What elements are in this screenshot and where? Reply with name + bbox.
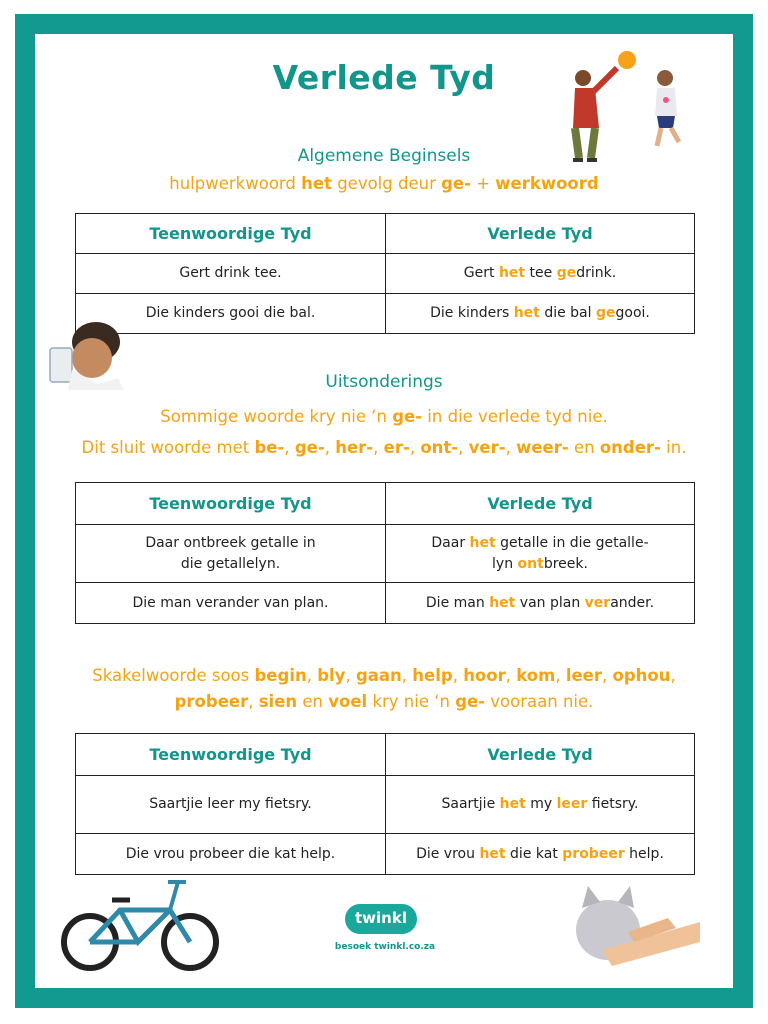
text-fragment: , (324, 438, 336, 457)
table-header-past: Verlede Tyd (386, 734, 695, 776)
text-fragment: , (670, 666, 676, 685)
children-playing-ball-illustration (565, 48, 700, 173)
twinkl-logo: twinkl (345, 904, 417, 934)
exceptions-line-1 (0, 407, 768, 426)
text-fragment: en (297, 692, 329, 711)
highlighted-fragment: het (469, 534, 496, 551)
section-heading-exceptions: Uitsonderings (325, 372, 443, 392)
text-fragment: die bal (539, 305, 596, 321)
present-cell (76, 254, 386, 294)
table-row (76, 254, 695, 294)
past-cell (386, 254, 695, 294)
highlighted-fragment: leer (556, 796, 588, 812)
table-header-present: Teenwoordige Tyd (76, 483, 386, 525)
bold-keyword: ge- (455, 692, 486, 711)
text-fragment: , (555, 666, 566, 685)
bold-keyword: ver- (468, 438, 506, 457)
bold-keyword: er- (383, 438, 410, 457)
text-fragment: , (505, 666, 517, 685)
text-fragment: Gert drink tee. (179, 265, 282, 281)
text-fragment: Die man (425, 594, 490, 611)
bold-keyword: onder- (599, 438, 661, 457)
bold-keyword: ge- (441, 174, 471, 193)
website-link[interactable]: besoek twinkl.co.za (334, 942, 436, 952)
table-header-past: Verlede Tyd (386, 483, 695, 525)
bold-keyword: leer (565, 666, 602, 685)
bold-keyword: voel (328, 692, 368, 711)
highlighted-fragment: ver (584, 594, 611, 611)
table-row (76, 834, 695, 875)
bold-keyword: bly (317, 666, 346, 685)
past-cell (386, 776, 695, 834)
highlighted-fragment: ont (517, 555, 544, 572)
text-fragment: , (505, 438, 517, 457)
bold-keyword: werkwoord (495, 174, 599, 193)
text-fragment: lyn (492, 555, 518, 572)
bold-keyword: ophou (612, 666, 671, 685)
text-fragment: drink. (576, 265, 617, 281)
formula-line (0, 174, 768, 193)
table-row (76, 294, 695, 334)
bold-keyword: sien (258, 692, 298, 711)
linking-words-line-2 (0, 692, 768, 711)
text-fragment: Die man verander van plan. (132, 594, 329, 611)
text-fragment: die kat (505, 845, 563, 862)
text-fragment: , (306, 666, 318, 685)
text-fragment: , (409, 438, 421, 457)
bold-keyword: hoor (463, 666, 506, 685)
bold-keyword: ont- (420, 438, 459, 457)
bold-keyword: weer- (516, 438, 569, 457)
text-fragment: , (248, 692, 259, 711)
text-fragment: getalle in die getalle- (495, 534, 649, 551)
text-fragment: + (470, 174, 496, 193)
highlighted-fragment: het (499, 796, 526, 812)
past-cell (386, 834, 695, 875)
present-cell (76, 583, 386, 624)
text-fragment: Dit sluit woorde met (81, 438, 255, 457)
text-fragment: gooi. (615, 305, 650, 321)
text-fragment: in die verlede tyd nie. (422, 407, 608, 426)
exceptions-line-2 (0, 438, 768, 457)
bold-keyword: her- (335, 438, 374, 457)
text-fragment: tee (525, 265, 557, 281)
table-general (75, 213, 695, 334)
text-fragment: , (602, 666, 613, 685)
text-fragment: gevolg deur (331, 174, 442, 193)
highlighted-fragment: ge (556, 265, 577, 281)
text-fragment: fietsry. (587, 796, 639, 812)
past-cell (386, 525, 695, 583)
text-fragment: Die vrou probeer die kat help. (125, 845, 336, 862)
cat-and-hand-illustration (572, 878, 702, 972)
text-fragment: , (284, 438, 295, 457)
present-cell (76, 525, 386, 583)
highlighted-fragment: probeer (562, 845, 625, 862)
highlighted-fragment: ge (595, 305, 616, 321)
text-fragment: Gert (463, 265, 499, 281)
table-header-present: Teenwoordige Tyd (76, 214, 386, 254)
text-fragment: Die vrou (416, 845, 480, 862)
table-header-present: Teenwoordige Tyd (76, 734, 386, 776)
text-fragment: Die kinders (430, 305, 514, 321)
text-fragment: Saartjie (441, 796, 500, 812)
text-fragment: van plan (515, 594, 585, 611)
bold-keyword: begin (254, 666, 307, 685)
linking-words-line-1 (0, 666, 768, 685)
text-fragment: kry nie ‘n (367, 692, 456, 711)
table-exceptions (75, 482, 695, 624)
text-fragment: breek. (543, 555, 588, 572)
text-fragment: , (373, 438, 384, 457)
text-fragment: Sommige woorde kry nie ‘n (160, 407, 393, 426)
bold-keyword: het (301, 174, 332, 193)
page-title: Verlede Tyd (272, 58, 496, 97)
text-fragment: Die kinders gooi die bal. (145, 305, 316, 321)
text-fragment: ander. (610, 594, 655, 611)
text-fragment: , (345, 666, 356, 685)
table-header-past: Verlede Tyd (386, 214, 695, 254)
text-fragment: Skakelwoorde soos (92, 666, 255, 685)
text-fragment: , (458, 438, 469, 457)
text-fragment: vooraan nie. (485, 692, 594, 711)
text-fragment: help. (624, 845, 664, 862)
present-cell (76, 776, 386, 834)
highlighted-fragment: het (489, 594, 516, 611)
bold-keyword: probeer (174, 692, 249, 711)
past-cell (386, 294, 695, 334)
text-fragment: Daar ontbreek getalle in (145, 534, 316, 551)
table-linking-words (75, 733, 695, 875)
table-row (76, 776, 695, 834)
text-fragment: en (568, 438, 600, 457)
text-fragment: hulpwerkwoord (169, 174, 302, 193)
bold-keyword: be- (254, 438, 285, 457)
bold-keyword: help (412, 666, 453, 685)
text-fragment: , (452, 666, 464, 685)
highlighted-fragment: het (479, 845, 506, 862)
highlighted-fragment: het (498, 265, 526, 281)
section-heading-general: Algemene Beginsels (297, 146, 471, 166)
text-fragment: in. (660, 438, 687, 457)
text-fragment: die getallelyn. (180, 555, 281, 572)
present-cell (76, 834, 386, 875)
bold-keyword: ge- (294, 438, 325, 457)
past-cell (386, 583, 695, 624)
text-fragment: , (401, 666, 413, 685)
bold-keyword: kom (516, 666, 556, 685)
boy-drinking-illustration (38, 318, 128, 390)
bold-keyword: gaan (355, 666, 402, 685)
text-fragment: Daar (431, 534, 470, 551)
table-row (76, 525, 695, 583)
text-fragment: my (525, 796, 557, 812)
text-fragment: Saartjie leer my fietsry. (149, 796, 312, 812)
bold-keyword: ge- (392, 407, 423, 426)
table-row (76, 583, 695, 624)
bicycle-illustration (60, 870, 220, 980)
highlighted-fragment: het (513, 305, 540, 321)
